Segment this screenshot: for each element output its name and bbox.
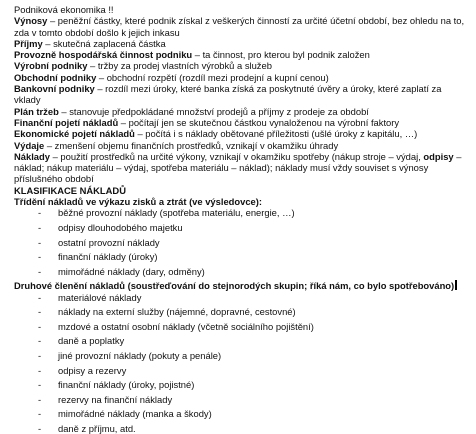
term: Náklady (14, 150, 50, 162)
definition-naklady (14, 151, 468, 185)
term: Výnosy (14, 15, 48, 27)
definition-bankovni-podniky (14, 83, 468, 106)
term: Plán tržeb (14, 105, 59, 117)
definition-text: – použití prostředků na určité výkony, vznikají v okamžiku spotřeby (nákup stroje – výdaj, (49, 150, 424, 162)
list-item: - daně z příjmu, atd. (38, 423, 468, 434)
term-odpisy: odpisy (423, 150, 454, 162)
term: Provozně hospodářská činnost podniku (14, 49, 193, 61)
definition-text: – obchodní rozpětí (rozdíl mezi prodejní a kupní cenou) (96, 71, 329, 83)
list-item: - daně a poplatky (38, 335, 468, 346)
term: Příjmy (14, 37, 43, 49)
term: Výdaje (14, 139, 45, 151)
term: Bankovní podniky (14, 83, 95, 95)
definition-text: – skutečná zaplacená částka (42, 37, 166, 49)
definition-text: – počítá i s náklady obětované příležitosti (ušlé úroky z kapitálu, …) (134, 128, 418, 140)
list-item: - ostatní provozní náklady (38, 237, 468, 248)
list-item: - mimořádné náklady (manka a škody) (38, 408, 468, 419)
definition-text: – počítají jen se skutečnou částkou vynaloženou na výrobní faktory (118, 116, 400, 128)
definition-obchodni-podniky (14, 72, 468, 83)
document-heading: Podniková ekonomika !! (14, 4, 114, 15)
list-item: - náklady na externí služby (nájemné, dopravné, cestovné) (38, 306, 468, 317)
subsection-title-text: Třídění nákladů ve výkazu zisků a ztrát (ve výsledovce): (14, 196, 263, 208)
definition-text: – stanovuje předpokládané množství prodejů a příjmy z prodeje za období (58, 105, 369, 117)
definition-prijmy (14, 38, 468, 49)
list-item: - finanční náklady (úroky) (38, 251, 468, 262)
list-item: - odpisy dlouhodobého majetku (38, 222, 468, 233)
list-item: - mzdové a ostatní osobní náklady (včetně sociálního pojištění) (38, 321, 468, 332)
term: Výrobní podniky (14, 60, 88, 72)
definition-vyrobni-podniky (14, 60, 468, 71)
definition-text: – zmenšení objemu finančních prostředků, vznikají v okamžiku úhrady (44, 139, 339, 151)
list-item: - materiálové náklady (38, 292, 468, 303)
list-item: - jiné provozní náklady (pokuty a penále) (38, 350, 468, 361)
list-item: - běžné provozní náklady (spotřeba materiálu, energie, …) (38, 207, 468, 218)
list-druhove-cleneni (14, 292, 468, 434)
section-heading-text: KLASIFIKACE NÁKLADŮ (14, 184, 126, 196)
definition-plan-trzeb (14, 106, 468, 117)
list-item: - finanční náklady (úroky, pojistné) (38, 379, 468, 390)
definition-text: – rozdíl mezi úroky, které banka získá za poskytnuté úvěry a úroky, které zaplatí za vklady (14, 83, 442, 106)
list-trideni-nakladu (14, 207, 468, 277)
list-item: - mimořádné náklady (dary, odměny) (38, 266, 468, 277)
term: Ekonomické pojetí nákladů (14, 128, 135, 140)
list-item: - rezervy na finanční náklady (38, 394, 468, 405)
definition-provozne-hospodarska-cinnost (14, 49, 468, 60)
definition-vynosy (14, 15, 468, 38)
term: Obchodní podniky (14, 71, 97, 83)
text-cursor (455, 280, 457, 290)
section-heading-klasifikace (14, 185, 468, 196)
definition-financni-pojeti-nakladu (14, 117, 468, 128)
subsection-title-text: Druhové členění nákladů (soustřeďování do stejnorodých skupin; říká nám, co bylo spotřebováno) (14, 280, 455, 292)
definition-text: – ta činnost, pro kterou byl podnik založen (192, 49, 370, 61)
term: Finanční pojetí nákladů (14, 116, 119, 128)
subsection-title-trideni (14, 196, 468, 207)
definition-ekonomicke-pojeti-nakladu (14, 128, 468, 139)
list-item: - odpisy a rezervy (38, 365, 468, 376)
definition-text-continued: – náklad; nákup materiálu – výdaj, spotřeba materiálu – náklad); náklady musí vždy souviset s výnosy příslušného období (14, 150, 462, 185)
definition-text: – tržby za prodej vlastních výrobků a služeb (87, 60, 272, 72)
subsection-title-druhove (14, 280, 468, 291)
definition-text: – peněžní částky, které podnik získal z veškerých činností za určité účetní období, bez ohledu na to, zda v tomto období došlo k jejich inkasu (14, 15, 465, 38)
definition-vydaje (14, 140, 468, 151)
